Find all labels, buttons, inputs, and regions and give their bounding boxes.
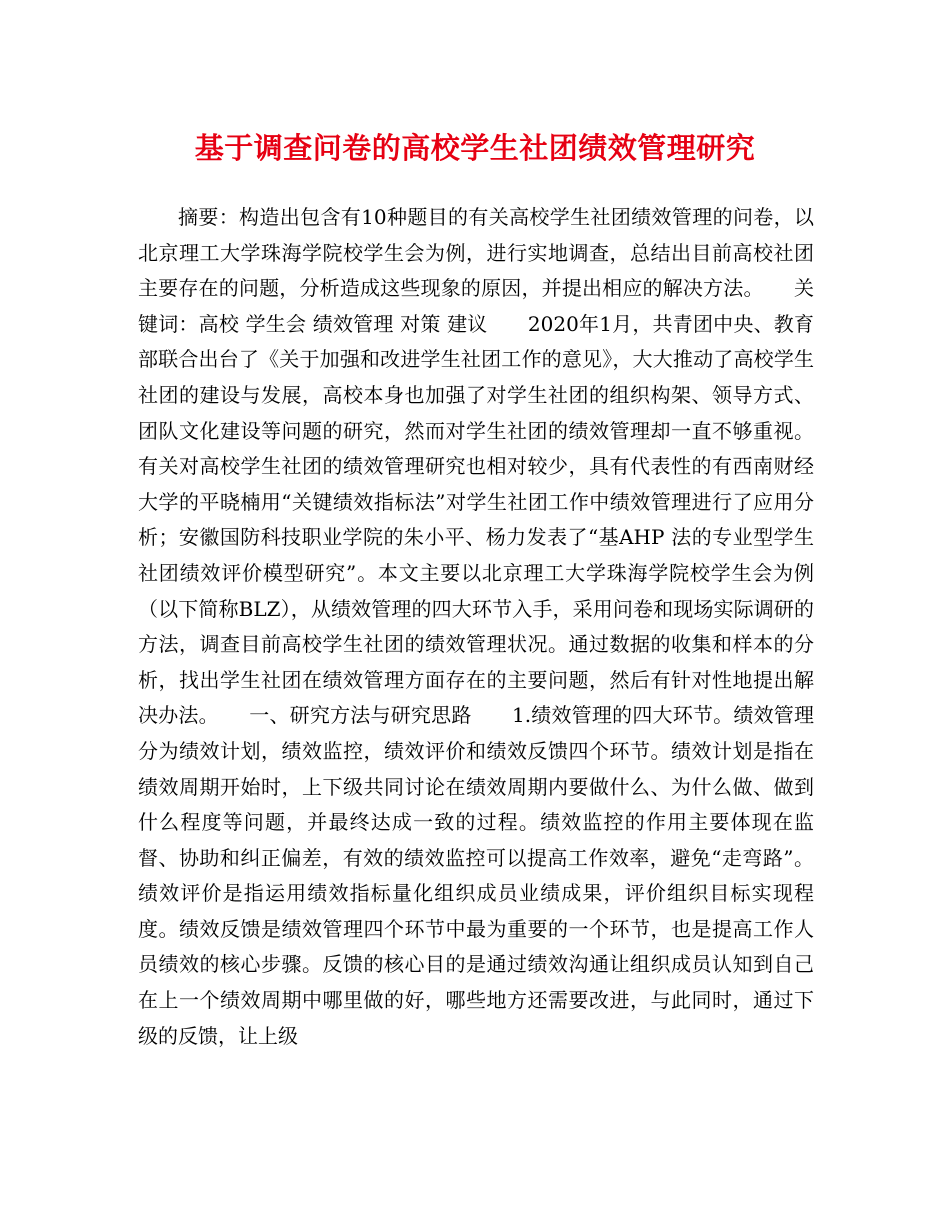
- document-body-paragraph: 摘要：构造出包含有10种题目的有关高校学生社团绩效管理的问卷，以北京理工大学珠海学院校学生会为例，进行实地调查，总结出目前高校社团主要存在的问题，分析造成这些现象的原因，并提出相应的解决方法。 关键词：高校 学生会 绩效管理 对策 建议 2020年1月，共青团中央、教育部联合出台了《关于加强和改进学生社团工作的意见》，大大推动了高校学生社团的建设与发展，高校本身也加强了对学生社团的组织构架、领导方式、团队文化建设等问题的研究，然而对学生社团的绩效管理却一直不够重视。有关对高校学生社团的绩效管理研究也相对较少，具有代表性的有西南财经大学的平晓楠用“关键绩效指标法”对学生社团工作中绩效管理进行了应用分析；安徽国防科技职业学院的朱小平、杨力发表了“基AHP 法的专业型学生社团绩效评价模型研究”。本文主要以北京理工大学珠海学院校学生会为例（以下简称BLZ），从绩效管理的四大环节入手，采用问卷和现场实际调研的方法，调查目前高校学生社团的绩效管理状况。通过数据的收集和样本的分析，找出学生社团在绩效管理方面存在的主要问题，然后有针对性地提出解决办法。 一、研究方法与研究思路 1.绩效管理的四大环节。绩效管理分为绩效计划，绩效监控，绩效评价和绩效反馈四个环节。绩效计划是指在绩效周期开始时，上下级共同讨论在绩效周期内要做什么、为什么做、做到什么程度等问题，并最终达成一致的过程。绩效监控的作用主要体现在监督、协助和纠正偏差，有效的绩效监控可以提高工作效率，避免“走弯路”。绩效评价是指运用绩效指标量化组织成员业绩成果，评价组织目标实现程度。绩效反馈是绩效管理四个环节中最为重要的一个环节，也是提高工作人员绩效的核心步骤。反馈的核心目的是通过绩效沟通让组织成员认知到自己在上一个绩效周期中哪里做的好，哪些地方还需要改进，与此同时，通过下级的反馈，让上级: [138, 205, 814, 1048]
- document-title: 基于调查问卷的高校学生社团绩效管理研究: [194, 131, 756, 165]
